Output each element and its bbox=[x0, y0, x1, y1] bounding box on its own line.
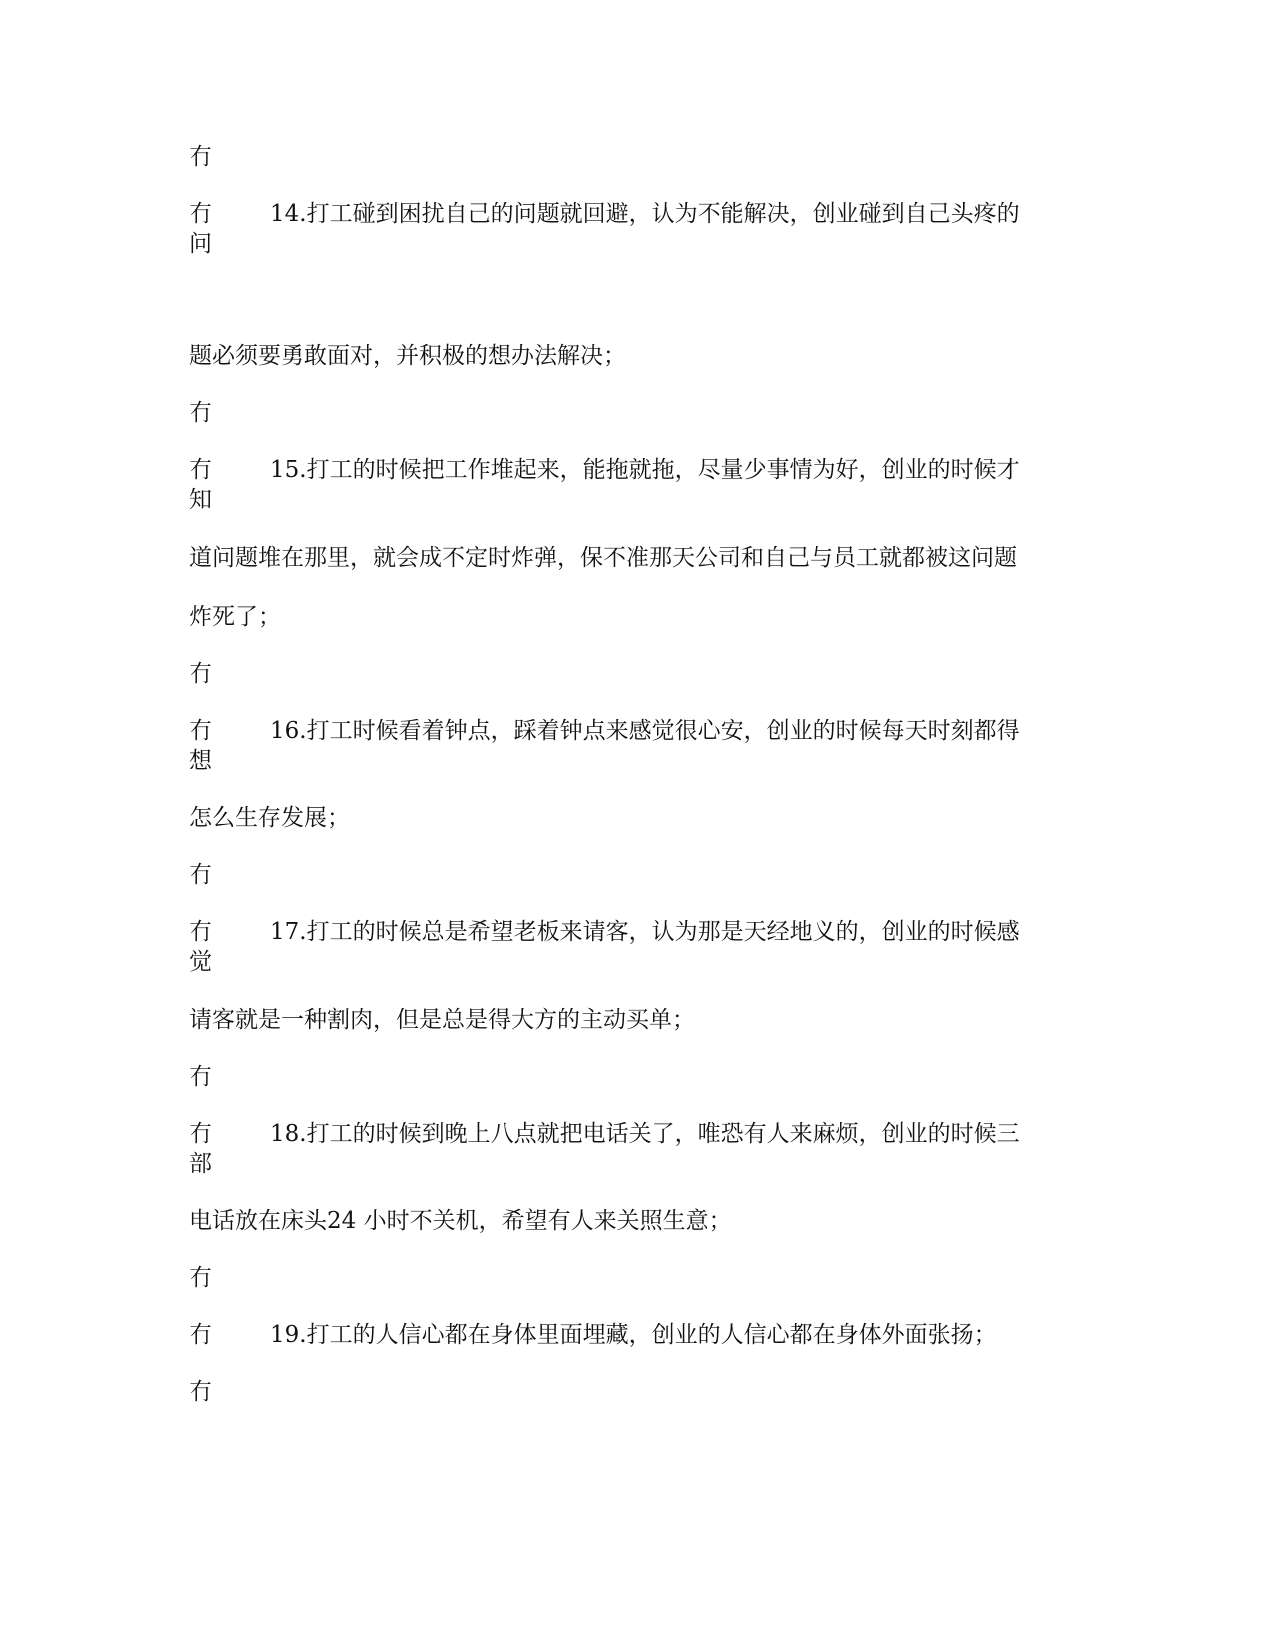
list-item-17: 17.打工的时候总是希望老板来请客，认为那是天经地义的，创业的时候感 bbox=[270, 919, 1020, 945]
list-item-15-continuation: 道问题堆在那里，就会成不定时炸弹，保不准那天公司和自己与员工就都被这问题 bbox=[189, 545, 1017, 571]
bullet-marker: 冇 bbox=[189, 919, 212, 945]
bullet-marker: 冇 bbox=[189, 661, 212, 687]
list-item-15: 15.打工的时候把工作堆起来，能拖就拖，尽量少事情为好，创业的时候才 bbox=[270, 457, 1020, 483]
list-item-16-continuation: 怎么生存发展； bbox=[189, 805, 350, 831]
bullet-marker: 冇 bbox=[189, 1121, 212, 1147]
bullet-marker: 冇 bbox=[189, 1322, 212, 1348]
list-item-14-tail: 问 bbox=[189, 231, 212, 257]
bullet-marker: 冇 bbox=[189, 1265, 212, 1291]
list-item-14-continuation: 题必须要勇敢面对，并积极的想办法解决； bbox=[189, 343, 626, 369]
list-item-14: 14.打工碰到困扰自己的问题就回避，认为不能解决，创业碰到自己头疼的 bbox=[270, 201, 1020, 227]
list-item-17-continuation: 请客就是一种割肉，但是总是得大方的主动买单； bbox=[189, 1007, 695, 1033]
bullet-marker: 冇 bbox=[189, 144, 212, 170]
bullet-marker: 冇 bbox=[189, 718, 212, 744]
bullet-marker: 冇 bbox=[189, 862, 212, 888]
list-item-18-tail: 部 bbox=[189, 1151, 212, 1177]
list-item-19: 19.打工的人信心都在身体里面埋藏，创业的人信心都在身体外面张扬； bbox=[270, 1322, 997, 1348]
bullet-marker: 冇 bbox=[189, 400, 212, 426]
bullet-marker: 冇 bbox=[189, 1379, 212, 1405]
list-item-18-continuation: 电话放在床头24 小时不关机，希望有人来关照生意； bbox=[189, 1208, 732, 1234]
bullet-marker: 冇 bbox=[189, 457, 212, 483]
bullet-marker: 冇 bbox=[189, 201, 212, 227]
list-item-18: 18.打工的时候到晚上八点就把电话关了，唯恐有人来麻烦，创业的时候三 bbox=[270, 1121, 1020, 1147]
bullet-marker: 冇 bbox=[189, 1064, 212, 1090]
list-item-17-tail: 觉 bbox=[189, 949, 212, 975]
list-item-16-tail: 想 bbox=[189, 748, 212, 774]
list-item-15-tail: 知 bbox=[189, 487, 212, 513]
list-item-15-continuation: 炸死了； bbox=[189, 604, 281, 630]
list-item-16: 16.打工时候看着钟点，踩着钟点来感觉很心安，创业的时候每天时刻都得 bbox=[270, 718, 1020, 744]
